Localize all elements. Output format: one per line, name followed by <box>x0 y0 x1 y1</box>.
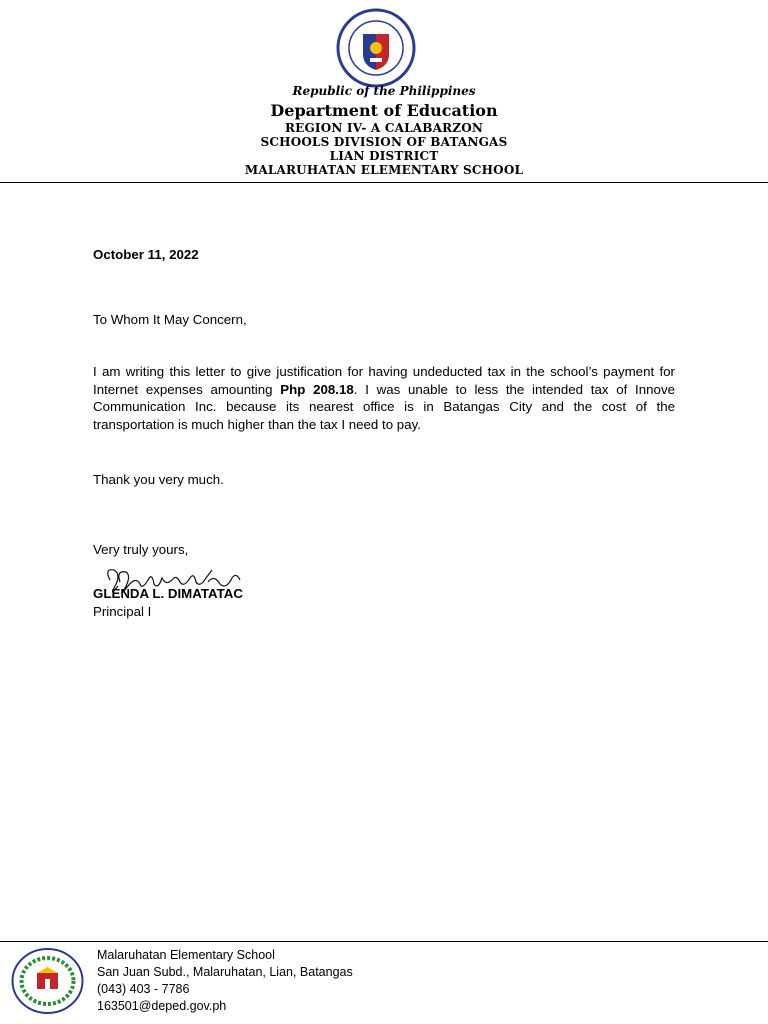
paragraph-text-1: I am writing this letter to give justification for having undeducted tax in the school’s payment for Internet expenses amounting <box>93 364 675 397</box>
school-line: MALARUHATAN ELEMENTARY SCHOOL <box>244 163 524 177</box>
signatory-position: Principal I <box>93 604 152 619</box>
division-line: SCHOOLS DIVISION OF BATANGAS <box>260 135 508 149</box>
footer-school-name: Malaruhatan Elementary School <box>97 948 275 962</box>
payment-amount: Php 208.18 <box>280 381 354 397</box>
footer-divider <box>0 941 768 942</box>
deped-seal <box>336 8 416 88</box>
footer-email[interactable]: 163501@deped.gov.ph <box>97 999 227 1013</box>
closing-line: Very truly yours, <box>93 542 189 557</box>
body-paragraph <box>93 363 675 433</box>
school-logo <box>10 947 85 1015</box>
salutation: To Whom It May Concern, <box>93 312 247 327</box>
paragraph-text-2: . I was unable to less the intended tax of Innove Communication Inc. because its nearest office is in Batangas City and the cost of the transportation is much higher than the tax I need to pay. <box>93 381 675 432</box>
department-line: Department of Education <box>270 101 498 120</box>
signatory-name: GLENDA L. DIMATATAC <box>93 586 243 601</box>
district-line: LIAN DISTRICT <box>329 149 439 163</box>
thanks-line: Thank you very much. <box>93 472 224 487</box>
header-divider <box>0 182 768 183</box>
footer-phone: (043) 403 - 7786 <box>97 982 190 996</box>
footer-address: San Juan Subd., Malaruhatan, Lian, Batangas <box>97 965 353 979</box>
region-line: REGION IV- A CALABARZON <box>284 121 484 135</box>
letter-date: October 11, 2022 <box>93 247 199 262</box>
republic-line: Republic of the Philippines <box>292 84 476 98</box>
